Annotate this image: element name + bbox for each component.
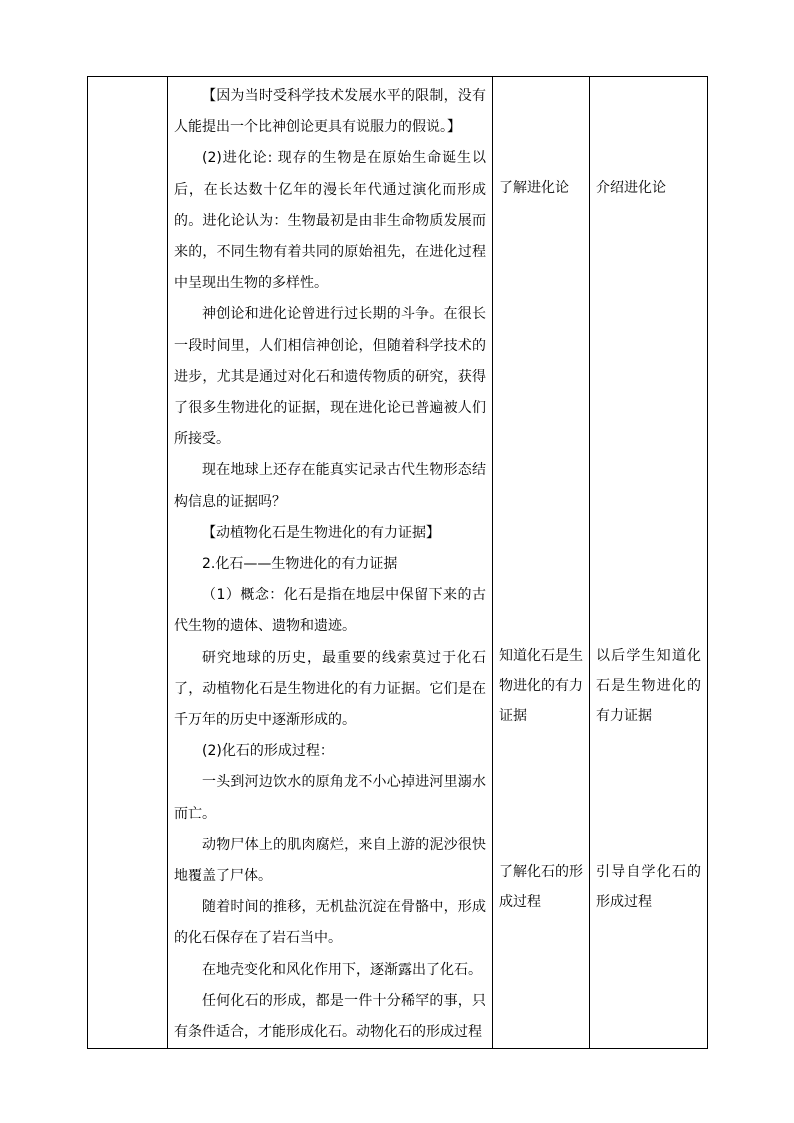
teacher-intent-text: 引导自学化石的形成过程	[596, 864, 701, 910]
lesson-plan-table	[87, 76, 708, 1049]
stage-cell	[88, 77, 168, 1049]
student-activity-text: 知道化石是生物进化的有力证据	[499, 648, 583, 724]
content-paragraph: 研究地球的历史，最重要的线索莫过于化石了，动植物化石是生物进化的有力证据。它们是在千万年的历史中逐渐形成的。	[174, 649, 486, 729]
content-paragraph: (2)化石的形成过程：	[202, 743, 334, 760]
content-paragraph: 现在地球上还存在能真实记录古代生物形态结构信息的证据吗？	[174, 462, 486, 510]
student-activity-text: 了解化石的形成过程	[499, 864, 583, 910]
content-paragraph: 随着时间的推移，无机盐沉淀在骨骼中，形成的化石保存在了岩石当中。	[174, 899, 486, 947]
content-paragraph: 2.化石——生物进化的有力证据	[202, 556, 398, 573]
content-paragraph: (2)进化论: 现存的生物是在原始生命诞生以后，在长达数十亿年的漫长年代通过演化而形成的。进化论认为：生物最初是由非生命物质发展而来的，不同生物有着共同的原始祖先，在进化过程中呈现出生物的多样性。	[174, 150, 486, 292]
student-activity-cell	[493, 77, 590, 1049]
content-paragraph: 神创论和进化论曾进行过长期的斗争。在很长一段时间里，人们相信神创论，但随着科学技术的进步，尤其是通过对化石和遗传物质的研究，获得了很多生物进化的证据，现在进化论已普遍被人们所接受。	[174, 306, 486, 448]
content-paragraph: 一头到河边饮水的原角龙不小心掉进河里溺水而亡。	[174, 774, 486, 822]
content-paragraph: 【动植物化石是生物进化的有力证据】	[202, 524, 440, 541]
content-cell	[168, 77, 493, 1049]
content-paragraph: 动物尸体上的肌肉腐烂，来自上游的泥沙很快地覆盖了尸体。	[174, 836, 486, 885]
teacher-intent-text: 以后学生知道化石是生物进化的有力证据	[596, 648, 701, 724]
content-paragraph: 任何化石的形成，都是一件十分稀罕的事，只有条件适合，才能形成化石。动物化石的形成过程	[174, 992, 486, 1041]
student-activity-text: 了解进化论	[499, 180, 569, 196]
table-row	[88, 77, 708, 1049]
lesson-content	[168, 77, 492, 1048]
teacher-intent-text: 介绍进化论	[596, 180, 666, 196]
teacher-intent-cell	[590, 77, 708, 1049]
content-paragraph: 【因为当时受科学技术发展水平的限制，没有人能提出一个比神创论更具有说服力的假说。】	[174, 88, 486, 136]
content-paragraph: （1）概念：化石是指在地层中保留下来的古代生物的遗体、遗物和遗迹。	[174, 587, 486, 635]
content-paragraph: 在地壳变化和风化作用下，逐渐露出了化石。	[202, 961, 482, 978]
